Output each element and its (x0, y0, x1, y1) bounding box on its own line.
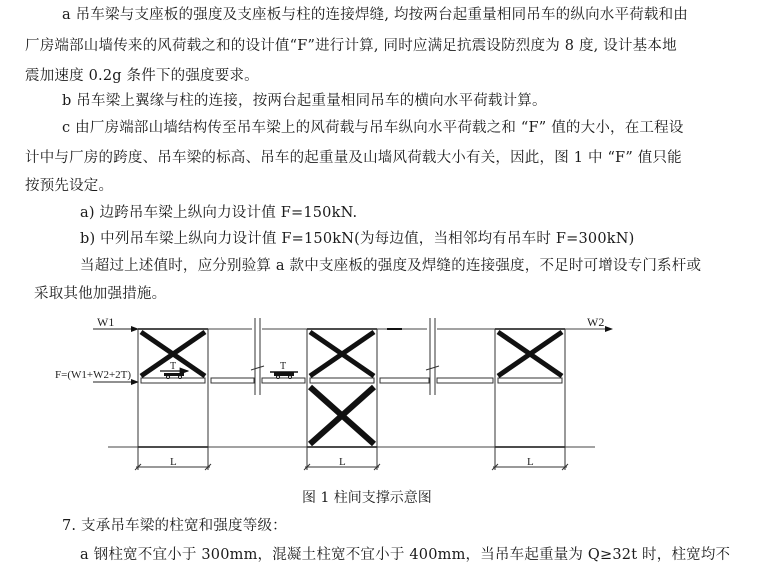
label-w2: W2 (587, 315, 605, 329)
paragraph-a-line-1: a 吊车梁与支座板的强度及支座板与柱的连接焊缝, 均按两台起重量相同吊车的纵向水平荷载和由 (62, 7, 688, 23)
paragraph-b: b 吊车梁上翼缘与柱的连接，按两台起重量相同吊车的横向水平荷载计算。 (62, 93, 547, 109)
label-span-left: L (170, 456, 177, 468)
label-trolley-left: T (170, 361, 177, 372)
label-span-middle: L (339, 456, 346, 468)
section-7-heading: 7. 支承吊车梁的柱宽和强度等级： (62, 518, 287, 534)
section-7-item-a: a 钢柱宽不宜小于 300mm，混凝土柱宽不宜小于 400mm，当吊车起重量为 Q≥32t 时，柱宽均不 (80, 547, 731, 563)
subitem-a: a) 边跨吊车梁上纵向力设计值 F=150kN. (80, 205, 358, 221)
paragraph-a-line-2: 厂房端部山墙传来的风荷载之和的设计值“F”进行计算, 同时应满足抗震设防烈度为 8 度, 设计基本地 (25, 38, 677, 54)
trolley-icon-left (160, 371, 188, 379)
paragraph-c-line-1: c 由厂房端部山墙结构传至吊车梁上的风荷载与吊车纵向水平荷载之和 “F” 值的大小，在工程设 (62, 120, 684, 136)
paragraph-c-line-3: 按预先设定。 (25, 178, 114, 194)
label-trolley-middle: T (280, 361, 287, 372)
figure-caption: 图 1 柱间支撑示意图 (302, 490, 432, 506)
paragraph-exceed-line-2: 采取其他加强措施。 (34, 286, 167, 302)
paragraph-a-line-3: 震加速度 0.2g 条件下的强度要求。 (25, 68, 259, 84)
subitem-b: b) 中列吊车梁上纵向力设计值 F=150kN(为每边值，当相邻均有吊车时 F=300kN) (80, 231, 635, 247)
label-w1: W1 (97, 315, 115, 329)
paragraph-c-line-2: 计中与厂房的跨度、吊车梁的标高、吊车的起重量及山墙风荷载大小有关，因此，图 1 中 “F” 值只能 (25, 150, 682, 166)
label-force: F=(W1+W2+2T) (55, 369, 132, 381)
label-span-right: L (527, 456, 534, 468)
paragraph-exceed-line-1: 当超过上述值时，应分别验算 a 款中支座板的强度及焊缝的连接强度，不足时可增设专门系杆或 (80, 258, 702, 274)
bracing-diagram (0, 300, 760, 485)
